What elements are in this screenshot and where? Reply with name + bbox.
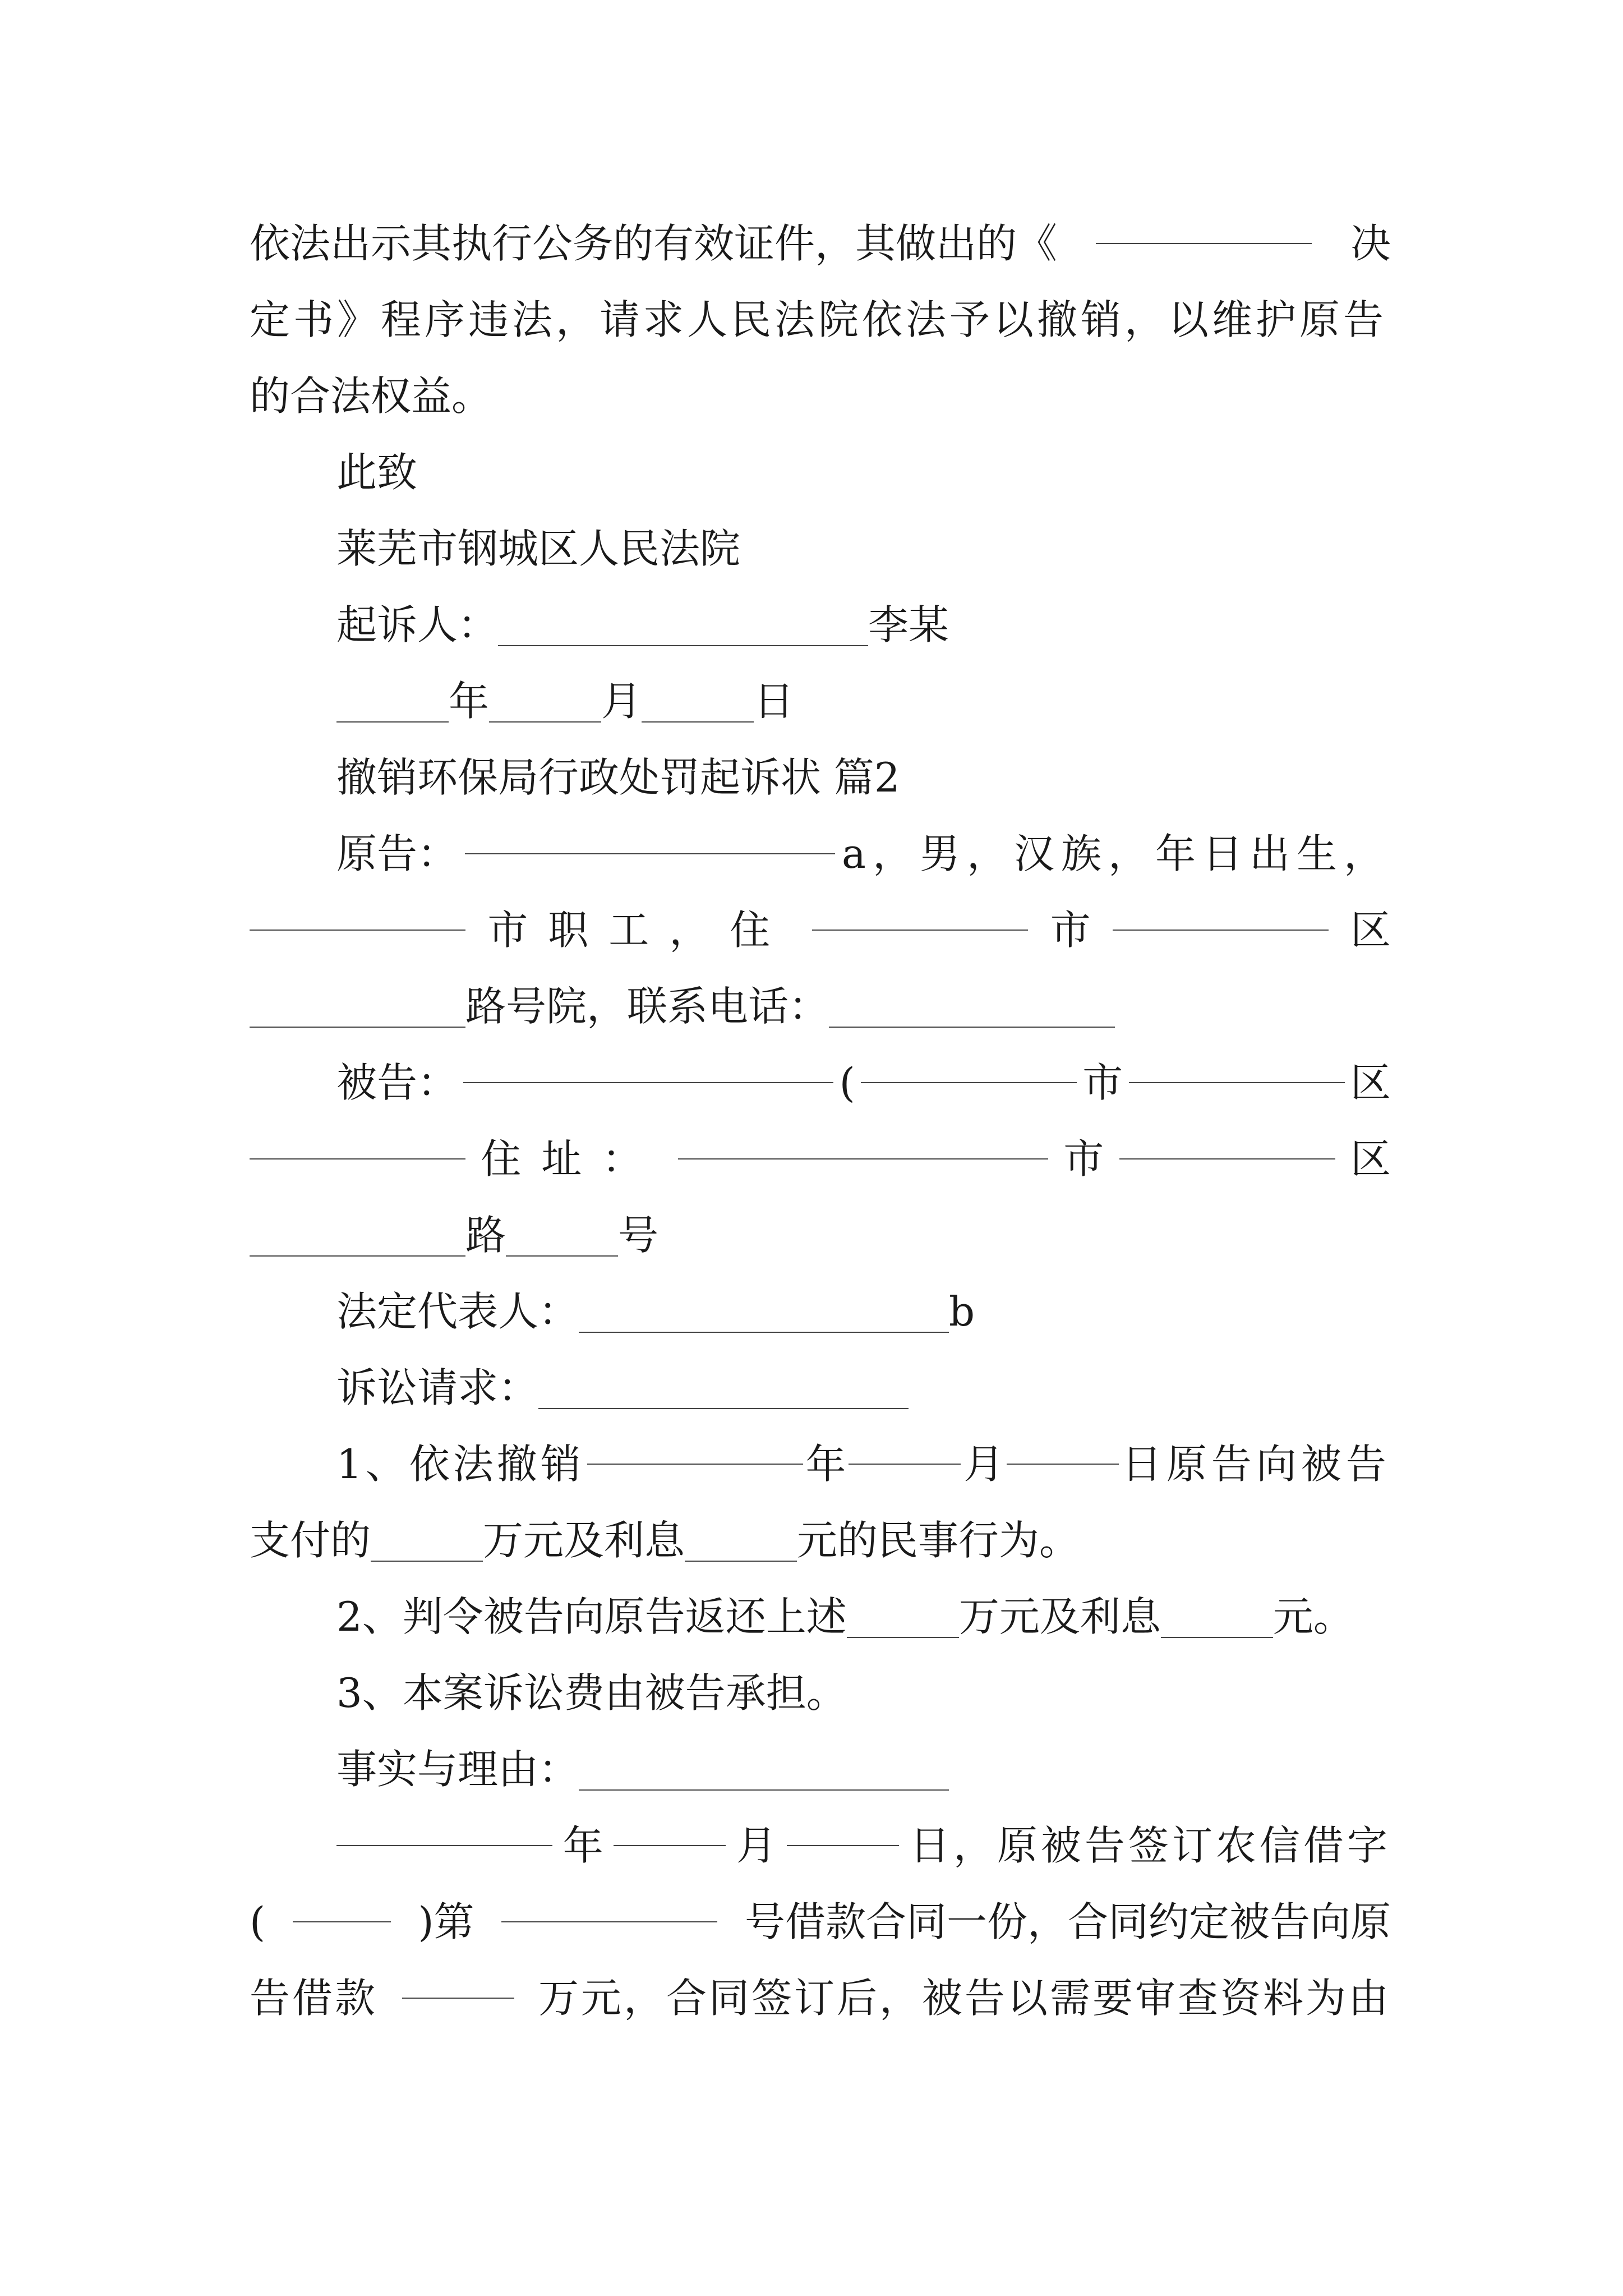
paragraph-line [250,1121,1391,1197]
paragraph-line [250,1884,1391,1960]
text-segment: 1、依法撤销 [336,1441,584,1488]
text-segment: 年 [805,1441,846,1488]
text-segment: ( [250,1898,266,1945]
text-segment: 市 [1050,907,1091,954]
paragraph-line [250,358,1391,434]
fill-blank [587,1464,803,1465]
text-segment: 号借款合同一份，合同约定被告向原 [744,1898,1391,1945]
text-segment: 法定代表人： [336,1288,579,1335]
text-segment: )第 [418,1898,474,1945]
text-segment: 决 [1350,220,1391,267]
text-segment: 日 [754,678,795,725]
text-segment: 起诉人： [336,601,499,648]
fill-blank [465,853,835,854]
text-segment: 被告： [336,1059,458,1106]
text-segment: 市职工，住 [487,907,791,954]
paragraph-line [336,1655,1391,1731]
salutation-line [336,434,1391,510]
text-segment: 路 [465,1212,506,1259]
fill-blank [336,1845,552,1846]
text-segment: 此致 [336,449,418,496]
text-segment: 告借款 [250,1975,378,2022]
fill-blank [861,1082,1077,1083]
paragraph-line [336,1273,1391,1350]
text-segment: 号 [618,1212,659,1259]
paragraph-line [336,1045,1391,1121]
fill-blank [250,930,465,931]
fill-blank [847,1637,959,1638]
text-segment: 元。 [1272,1593,1354,1640]
fill-blank [1096,243,1312,244]
text-segment: 莱芜市钢城区人民法院 [336,525,741,572]
fill-blank [579,1789,949,1791]
text-segment: 区 [1350,1135,1391,1182]
fill-blank [371,1561,483,1562]
text-segment: 月 [736,1822,777,1869]
text-segment: 月 [601,678,642,725]
text-segment: 路号院，联系电话： [465,983,829,1030]
paragraph-line [336,1731,1391,1807]
fill-blank [685,1561,797,1562]
text-segment: 的合法权益。 [250,372,492,420]
text-segment: 3、本案诉讼费由被告承担。 [336,1669,847,1717]
paragraph-line [250,968,1391,1045]
fill-blank [538,1408,909,1409]
section-heading [336,739,1391,816]
paragraph-line [336,1426,1391,1502]
fill-blank [642,721,754,723]
paragraph-line [250,1197,1391,1273]
text-segment: 月 [963,1441,1004,1488]
paragraph-line [336,816,1391,892]
text-segment: 日，原被告签订农信借字 [909,1822,1391,1869]
fill-blank [506,1255,618,1257]
fill-blank [250,1255,465,1257]
fill-blank [787,1845,899,1846]
text-segment: 定书》程序违法，请求人民法院依法予以撤销，以维护原告 [250,296,1387,343]
fill-blank [463,1082,833,1083]
fill-blank [250,1027,465,1028]
plaintiff-signature-line [336,587,1391,663]
text-segment: 市 [1063,1135,1104,1182]
text-segment: a，男，汉族，年日出生， [842,830,1391,877]
paragraph-line [250,205,1391,282]
text-segment: 李某 [868,601,949,648]
fill-blank [402,1998,514,1999]
fill-blank [1129,1082,1345,1083]
text-segment: 事实与理由： [336,1746,579,1793]
paragraph-line [336,1807,1391,1884]
text-segment: 支付的 [250,1517,371,1564]
paragraph-line [336,1579,1424,1655]
text-segment: 万元及利息 [958,1593,1161,1640]
text-segment: 住址： [481,1135,663,1182]
fill-blank [489,721,601,723]
text-segment: 年 [449,678,490,725]
fill-blank [678,1158,1048,1159]
paragraph-line [250,1960,1391,2036]
text-segment: 年 [562,1822,603,1869]
paragraph-line [250,1502,1391,1579]
text-segment: 日原告向被告 [1121,1441,1391,1488]
text-segment: 区 [1350,907,1391,954]
paragraph-line [250,892,1391,968]
fill-blank [1119,1158,1335,1159]
fill-blank [501,1921,717,1922]
fill-blank [1007,1464,1119,1465]
fill-blank [812,930,1028,931]
text-segment: ( [839,1059,855,1106]
text-segment: 万元及利息 [483,1517,685,1564]
text-segment: 区 [1350,1059,1391,1106]
fill-blank [614,1845,726,1846]
paragraph-line [336,1350,1391,1426]
paragraph-line [250,282,1391,358]
fill-blank [829,1027,1115,1028]
fill-blank [1113,930,1329,931]
text-segment: 市 [1082,1059,1123,1106]
fill-blank [336,721,449,723]
text-segment: 万元，合同签订后，被告以需要审查资料为由 [538,1975,1391,2022]
fill-blank [498,645,868,646]
fill-blank [293,1921,391,1922]
text-segment: 元的民事行为。 [797,1517,1080,1564]
fill-blank [250,1158,465,1159]
fill-blank [849,1464,961,1465]
court-name-line [336,510,1391,587]
text-segment: b [949,1288,975,1335]
text-segment: 撤销环保局行政处罚起诉状 篇2 [336,754,900,801]
text-segment: 依法出示其执行公务的有效证件，其做出的《 [250,220,1058,267]
text-segment: 诉讼请求： [336,1364,539,1411]
fill-blank [1161,1637,1273,1638]
text-segment: 2、判令被告向原告返还上述 [336,1593,847,1640]
fill-blank [579,1332,949,1333]
date-line [336,663,1391,739]
text-segment: 原告： [336,830,458,877]
